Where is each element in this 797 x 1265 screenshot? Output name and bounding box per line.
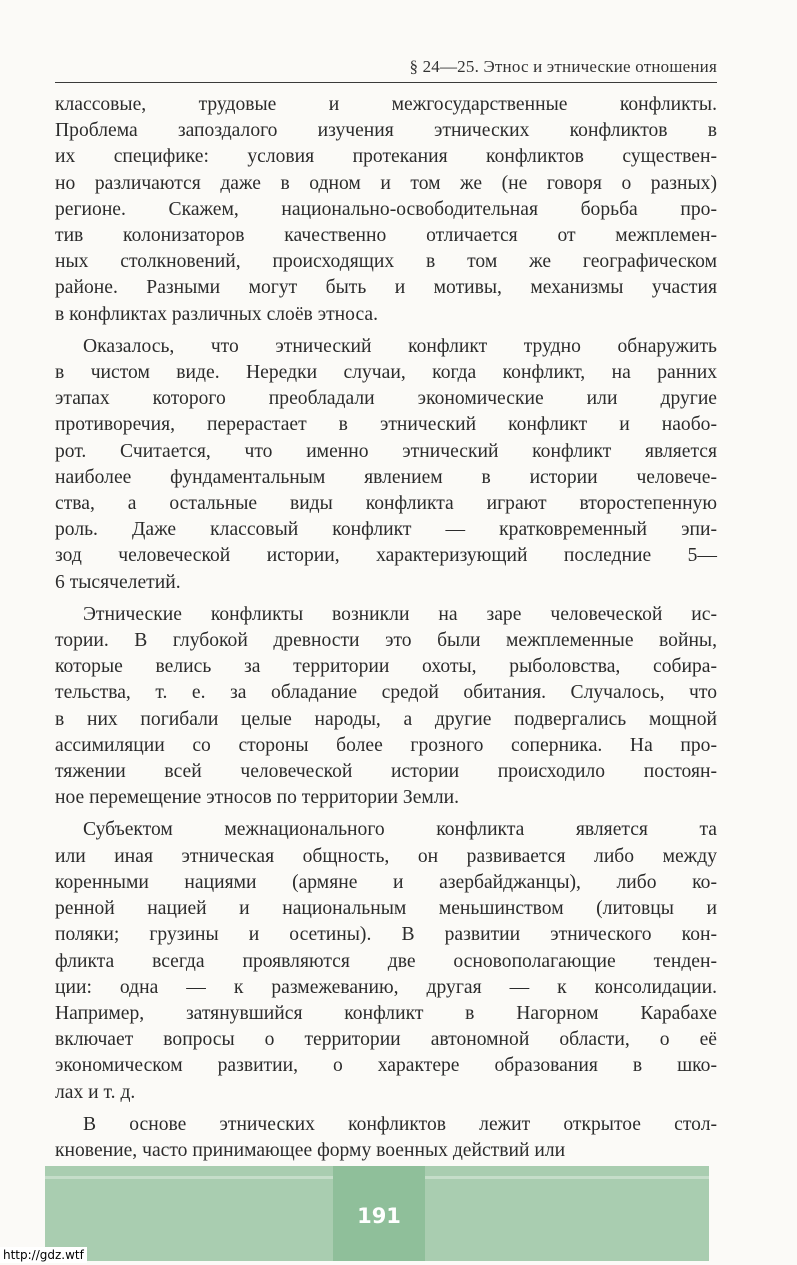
text-line: поляки; грузины и осетины). В развитии этнического кон- [55,924,717,946]
text-line: или иная этническая общность, он развивается либо между [55,845,717,867]
paragraph [55,817,717,1105]
paragraph [55,334,717,596]
text-line: тив колонизаторов качественно отличается от межплемен- [55,225,717,247]
text-line: ное перемещение этносов по территории Земли. [55,787,459,809]
watermark-link[interactable]: http://gdz.wtf [0,1247,87,1263]
text-line: но различаются даже в одном и том же (не говоря о разных) [55,172,717,194]
text-line: тельства, т. е. за обладание средой обитания. Случалось, что [55,682,717,704]
text-line: тяжении всей человеческой истории происходило постоян- [55,761,717,783]
running-header [55,56,717,83]
text-line: ных столкновений, происходящих в том же географическом [55,251,717,273]
text-line: рот. Считается, что именно этнический конфликт является [55,440,717,462]
text-line: их специфике: условия протекания конфликтов существен- [55,146,717,168]
paragraph [55,602,717,812]
text-line: ства, а остальные виды конфликта играют второстепенную [55,493,717,515]
body-text [55,92,717,1164]
text-line: экономическом развитии, о характере образования в шко- [55,1055,717,1077]
text-line: этапах которого преобладали экономические или другие [55,388,717,410]
footer-band [45,1166,709,1261]
text-line: в них погибали целые народы, а другие подвергались мощной [55,708,717,730]
text-line: Этнические конфликты возникли на заре человеческой ис- [83,603,717,625]
text-line: лах и т. д. [55,1081,136,1103]
text-line: в чистом виде. Нередки случаи, когда конфликт, на ранних [55,362,717,384]
text-line: Субъектом межнационального конфликта является та [83,819,717,841]
text-line: наиболее фундаментальным явлением в истории человече- [55,466,717,488]
text-line: тории. В глубокой древности это были межплеменные войны, [55,630,717,652]
text-line: ассимиляции со стороны более грозного соперника. На про- [55,734,717,756]
text-line: зод человеческой истории, характеризующий последние 5— [55,545,717,567]
text-line: Проблема запоздалого изучения этнических конфликтов в [55,120,717,142]
text-line: фликта всегда проявляются две основополагающие тенден- [55,950,717,972]
text-line: Оказалось, что этнический конфликт трудно обнаружить [83,335,717,357]
text-line: включает вопросы о территории автономной области, о её [55,1029,717,1051]
text-line: противоречия, перерастает в этнический конфликт и наобо- [55,414,717,436]
text-line: классовые, трудовые и межгосударственные конфликты. [55,94,717,115]
text-line: роль. Даже классовый конфликт — кратковременный эпи- [55,519,717,541]
text-line: Например, затянувшийся конфликт в Нагорном Карабахе [55,1002,717,1024]
text-line: регионе. Скажем, национально-освободительная борьба про- [55,198,717,220]
text-line: кновение, часто принимающее форму военных действий или [55,1139,566,1161]
text-line: В основе этнических конфликтов лежит открытое стол- [83,1113,717,1135]
text-line: ции: одна — к размежеванию, другая — к консолидации. [55,976,717,998]
paragraph [55,1112,717,1164]
text-line: 6 тысячелетий. [55,571,181,593]
text-line: которые велись за территории охоты, рыболовства, собира- [55,656,717,678]
text-line: коренными нациями (армяне и азербайджанцы), либо ко- [55,871,717,893]
running-title: § 24—25. Этнос и этнические отношения [409,57,717,76]
text-line: районе. Разными могут быть и мотивы, механизмы участия [55,277,717,299]
paragraph [55,92,717,328]
text-line: ренной нацией и национальным меньшинством (литовцы и [55,898,717,920]
page-number: 191 [357,1204,401,1228]
text-line: в конфликтах различных слоёв этноса. [55,303,378,325]
